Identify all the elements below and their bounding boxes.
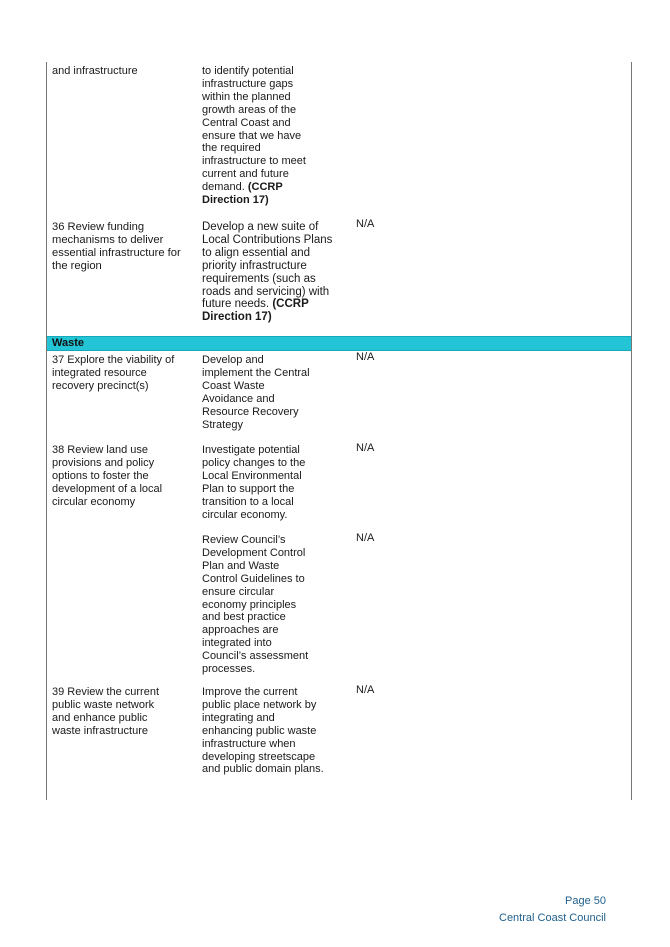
section-header-waste [47, 336, 631, 351]
status-cell: N/A [356, 218, 375, 230]
strategy-cell: 37 Explore the viability of integrated resource recovery precinct(s) [52, 354, 175, 392]
strategy-cell: 39 Review the current public waste network and enhance public waste infrastructure [52, 686, 159, 737]
strategy-cell: 36 Review funding mechanisms to deliver essential infrastructure for the region [52, 221, 181, 272]
status-cell: N/A [356, 532, 375, 544]
action-text: to identify potential infrastructure gaps within the planned growth areas of the Central Coast and ensure that we have the required infrastructure to meet current and future demand. [202, 65, 306, 194]
ccrp-reference: (CCRP Direction 17) [202, 298, 309, 324]
status-cell: N/A [356, 684, 375, 696]
action-cell [202, 221, 342, 324]
action-cell: Develop and implement the Central Coast Waste Avoidance and Resource Recovery Strategy [202, 354, 310, 431]
ccrp-reference: (CCRP Direction 17) [202, 181, 283, 207]
strategy-cell: 38 Review land use provisions and policy options to foster the development of a local circular economy [52, 444, 163, 508]
status-cell: N/A [356, 442, 375, 454]
actions-table [46, 62, 632, 800]
action-cell: Improve the current public place network by integrating and enhancing public waste infrastructure when developing streetscape and public domain plans. [202, 686, 324, 776]
footer-organisation: Central Coast Council [499, 912, 606, 924]
status-cell: N/A [356, 351, 375, 363]
page-number: Page 50 [565, 895, 606, 907]
strategy-cell: and infrastructure [52, 65, 138, 77]
section-title: Waste [52, 337, 84, 349]
action-cell: Investigate potential policy changes to the Local Environmental Plan to support the transition to a local circular economy. [202, 444, 306, 521]
action-cell [202, 65, 317, 207]
action-text: Develop a new suite of Local Contributions Plans to align essential and priority infrastructure requirements (such as roads and servicing) with future needs. [202, 221, 333, 311]
action-cell: Review Council’s Development Control Plan and Waste Control Guidelines to ensure circular economy principles and best practice approaches are integrated into Council’s assessment processes. [202, 534, 309, 676]
